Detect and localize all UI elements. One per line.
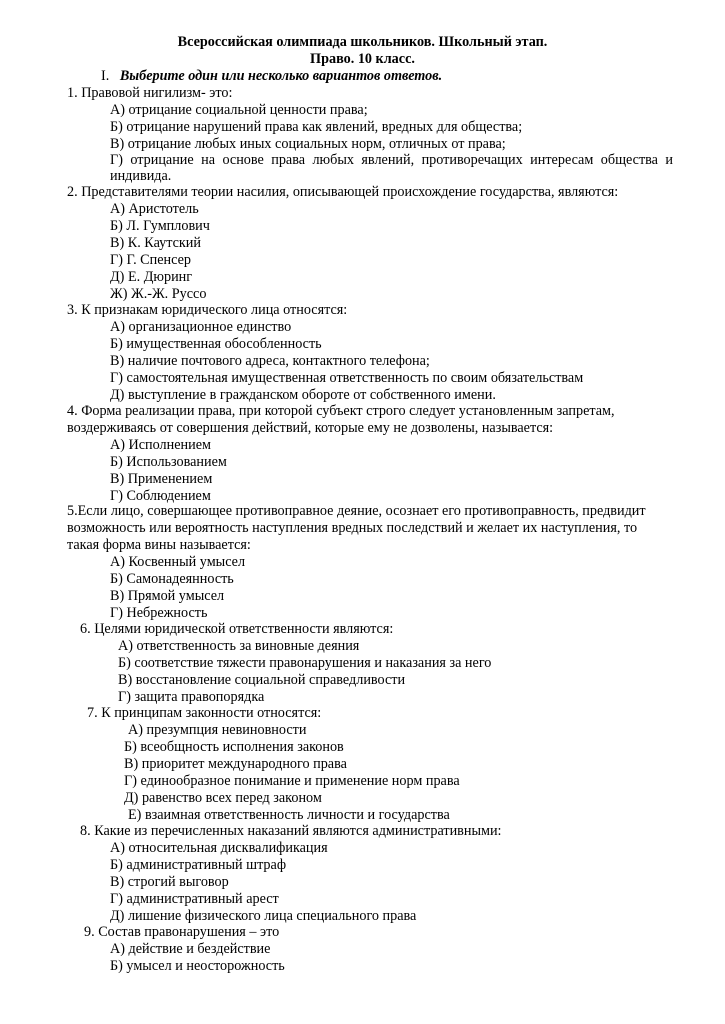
answer-option: В) восстановление социальной справедливости — [118, 672, 406, 688]
answer-option: Г) отрицание на основе права любых явлений, противоречащих интересам общества и — [110, 152, 673, 168]
answer-option: А) организационное единство — [110, 319, 292, 335]
answer-option: В) строгий выговор — [110, 874, 229, 890]
answer-option: Г) Соблюдением — [110, 488, 211, 504]
document-subtitle: Право. 10 класс. — [310, 51, 415, 67]
question-3-text: 3. К признакам юридического лица относятся: — [67, 302, 348, 318]
answer-option: Г) Небрежность — [110, 605, 208, 621]
answer-option: Г) Г. Спенсер — [110, 252, 191, 268]
answer-option: Б) всеобщность исполнения законов — [124, 739, 344, 755]
answer-option: А) презумпция невиновности — [128, 722, 307, 738]
answer-option: А) Аристотель — [110, 201, 199, 217]
answer-option: Д) Е. Дюринг — [110, 269, 193, 285]
section-numeral: I. — [101, 68, 110, 84]
answer-option: Д) выступление в гражданском обороте от собственного имени. — [110, 387, 496, 403]
answer-option: Г) самостоятельная имущественная ответственность по своим обязательствам — [110, 370, 584, 386]
answer-option: Б) имущественная обособленность — [110, 336, 322, 352]
question-8-text: 8. Какие из перечисленных наказаний являются административными: — [80, 823, 502, 839]
answer-option: Г) административный арест — [110, 891, 279, 907]
answer-option: А) ответственность за виновные деяния — [118, 638, 360, 654]
answer-option: Г) единообразное понимание и применение норм права — [124, 773, 460, 789]
answer-option: Д) лишение физического лица специального права — [110, 908, 417, 924]
question-4-text-continuation: воздерживаясь от совершения действий, которые ему не дозволены, называется: — [67, 420, 554, 436]
answer-option: А) Исполнением — [110, 437, 211, 453]
answer-option: В) К. Каутский — [110, 235, 201, 251]
question-5-text: 5.Если лицо, совершающее противоправное деяние, осознает его противоправность, предвидит — [67, 503, 646, 519]
question-6-text: 6. Целями юридической ответственности являются: — [80, 621, 394, 637]
answer-option: Б) соответствие тяжести правонарушения и наказания за него — [118, 655, 492, 671]
answer-option: В) отрицание любых иных социальных норм, отличных от права; — [110, 136, 506, 152]
question-5-text-continuation: такая форма вины называется: — [67, 537, 251, 553]
question-7-text: 7. К принципам законности относятся: — [87, 705, 322, 721]
answer-option: Б) Самонадеянность — [110, 571, 234, 587]
answer-option: А) отрицание социальной ценности права; — [110, 102, 368, 118]
answer-option: А) действие и бездействие — [110, 941, 271, 957]
answer-option: Ж) Ж.-Ж. Руссо — [110, 286, 207, 302]
answer-option: Б) умысел и неосторожность — [110, 958, 285, 974]
question-5-text-continuation: возможность или вероятность наступления вредных последствий и желает их наступления, то — [67, 520, 638, 536]
answer-option: А) относительная дисквалификация — [110, 840, 328, 856]
answer-option: Д) равенство всех перед законом — [124, 790, 322, 806]
document-title: Всероссийская олимпиада школьников. Школьный этап. — [177, 34, 548, 50]
answer-option-continuation: индивида. — [110, 168, 172, 184]
answer-option: В) Прямой умысел — [110, 588, 225, 604]
answer-option: В) Применением — [110, 471, 213, 487]
question-4-text: 4. Форма реализации права, при которой субъект строго следует установленным запретам, — [67, 403, 615, 419]
answer-option: А) Косвенный умысел — [110, 554, 246, 570]
answer-option: Б) отрицание нарушений права как явлений, вредных для общества; — [110, 119, 523, 135]
answer-option: Г) защита правопорядка — [118, 689, 265, 705]
section-heading — [101, 68, 442, 85]
answer-option: Б) Использованием — [110, 454, 227, 470]
question-1-text: 1. Правовой нигилизм- это: — [67, 85, 233, 101]
answer-option: В) наличие почтового адреса, контактного телефона; — [110, 353, 430, 369]
answer-option: Б) Л. Гумплович — [110, 218, 210, 234]
answer-option: Б) административный штраф — [110, 857, 287, 873]
answer-option: В) приоритет международного права — [124, 756, 347, 772]
answer-option: Е) взаимная ответственность личности и государства — [128, 807, 450, 823]
question-9-text: 9. Состав правонарушения – это — [84, 924, 280, 940]
section-instruction: Выберите один или несколько вариантов ответов. — [119, 68, 443, 84]
question-2-text: 2. Представителями теории насилия, описывающей происхождение государства, являются: — [67, 184, 619, 200]
